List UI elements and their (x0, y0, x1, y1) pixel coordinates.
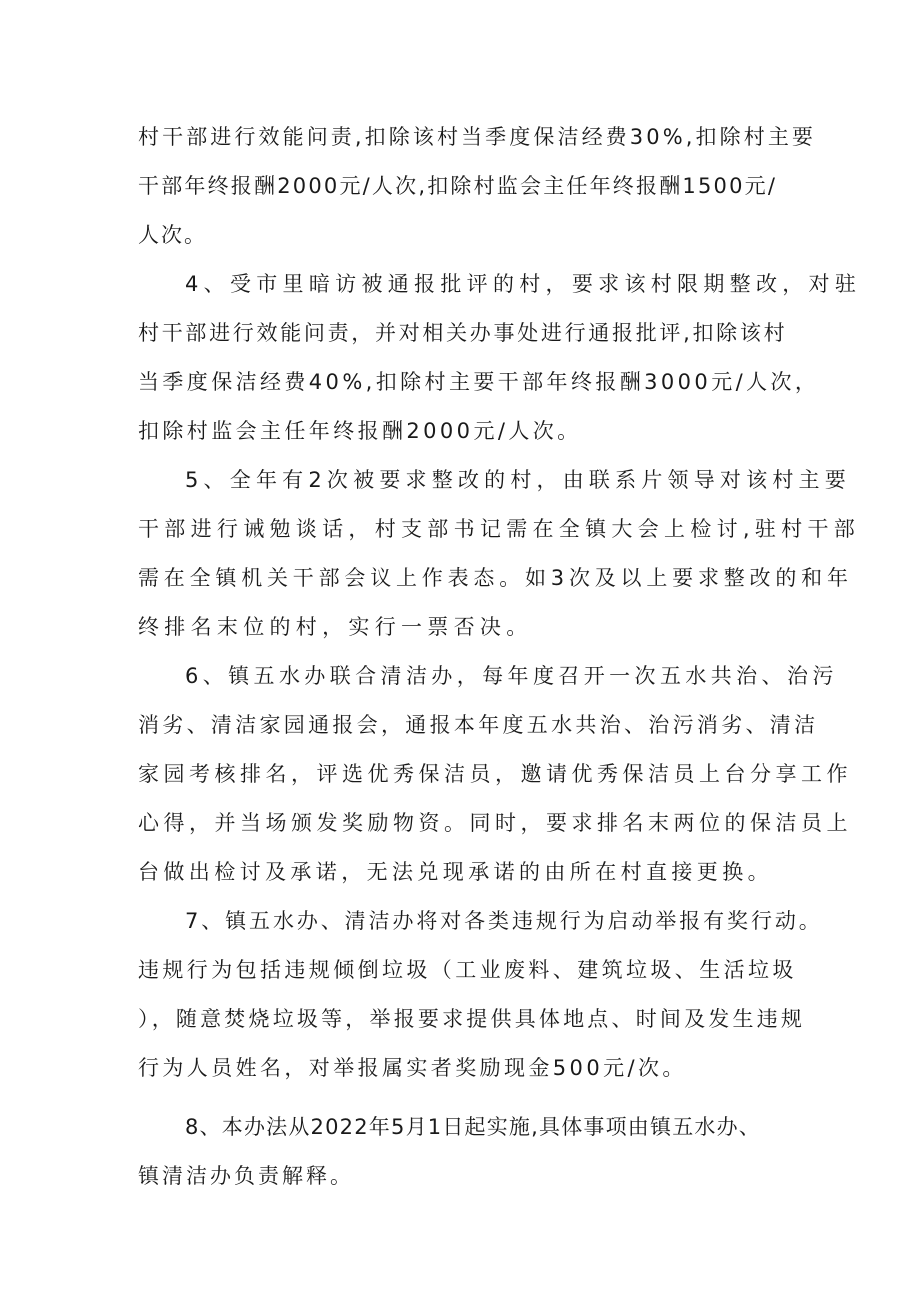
paragraph-7-start: 7、镇五水办、清洁办将对各类违规行为启动举报有奖行动。 (185, 909, 823, 933)
text-line: 需在全镇机关干部会议上作表态。如3次及以上要求整改的和年 (138, 566, 853, 590)
text-line: 行为人员姓名，对举报属实者奖励现金500元/次。 (138, 1056, 687, 1080)
text-line: 违规行为包括违规倾倒垃圾（工业废料、建筑垃圾、生活垃圾 (138, 958, 797, 982)
text-line: 村干部进行效能问责,扣除该村当季度保洁经费30%,扣除村主要 (138, 125, 817, 149)
text-line: 终排名末位的村，实行一票否决。 (138, 615, 533, 639)
paragraph-8-start: 8、本办法从2022年5月1日起实施,具体事项由镇五水办、 (185, 1115, 761, 1139)
text-line: 人次。 (138, 223, 207, 247)
text-line: 镇清洁办负责解释。 (138, 1164, 354, 1188)
text-line: 台做出检讨及承诺，无法兑现承诺的由所在村直接更换。 (138, 860, 773, 884)
text-line: 家园考核排名，评选优秀保洁员，邀请优秀保洁员上台分享工作 (138, 762, 852, 786)
text-line: 村干部进行效能问责，并对相关办事处进行通报批评,扣除该村 (138, 321, 788, 345)
text-line: 干部进行诫勉谈话，村支部书记需在全镇大会上检讨,驻村干部 (138, 517, 861, 541)
text-line: 干部年终报酬2000元/人次,扣除村监会主任年终报酬1500元/ (138, 174, 778, 198)
paragraph-5-start: 5、全年有2次被要求整改的村，由联系片领导对该村主要 (185, 468, 851, 492)
text-line: 心得，并当场颁发奖励物资。同时，要求排名末两位的保洁员上 (138, 811, 852, 835)
paragraph-4-start: 4、受市里暗访被通报批评的村，要求该村限期整改，对驻 (185, 272, 862, 296)
text-line: ），随意焚烧垃圾等，举报要求提供具体地点、时间及发生违规 (138, 1007, 806, 1031)
text-line: 消劣、清洁家园通报会，通报本年度五水共治、治污消劣、清洁 (138, 713, 819, 737)
text-line: 扣除村监会主任年终报酬2000元/人次。 (138, 419, 582, 443)
text-line: 当季度保洁经费40%,扣除村主要干部年终报酬3000元/人次， (138, 370, 820, 394)
paragraph-6-start: 6、镇五水办联合清洁办，每年度召开一次五水共治、治污 (185, 664, 838, 688)
